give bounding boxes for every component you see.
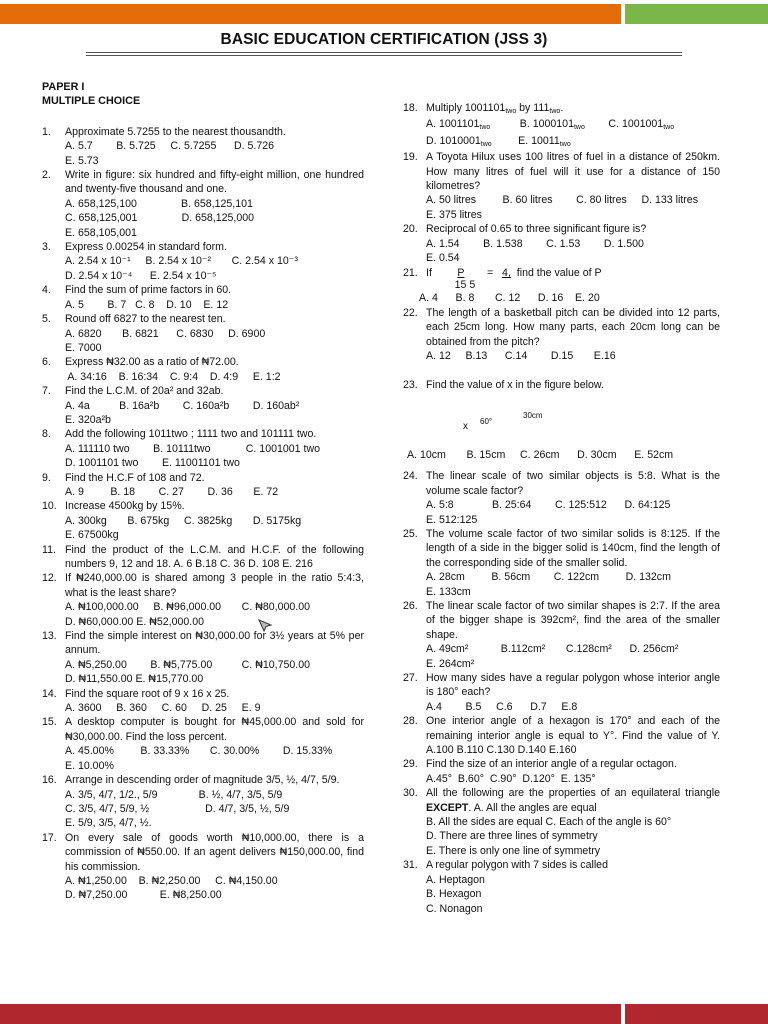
option-line: D. 1001101 two E. 11001101 two xyxy=(65,457,240,470)
option-line: A. 2.54 x 10⁻¹ B. 2.54 x 10⁻² C. 2.54 x 10⁻³ xyxy=(65,255,298,268)
question-16 xyxy=(42,773,364,787)
question-text: If ₦240,000.00 is shared among 3 people in the ratio 5:4:3, what is the least share? xyxy=(65,572,364,599)
option-line: E. 10.00% xyxy=(65,759,114,772)
question-text: Write in figure: six hundred and fifty-eight million, one hundred and twenty-five thousand and one. xyxy=(65,169,364,196)
option-line: D. ₦11,550.00 E. ₦15,770.00 xyxy=(65,673,204,686)
question-27: 27. How many sides have a regular polygon whose interior angle is 180° each? xyxy=(403,672,720,699)
header-bar-green xyxy=(625,4,768,24)
option-line: E. 67500kg xyxy=(65,529,119,542)
question-number: 6. xyxy=(42,356,51,369)
question-20: 20. Reciprocal of 0.65 to three significant figure is? xyxy=(403,223,647,236)
option-line: A. 50 litres B. 60 litres C. 80 litres D. 133 litres xyxy=(426,194,698,207)
question-number: 17. xyxy=(42,831,57,844)
page-title: BASIC EDUCATION CERTIFICATION (JSS 3) xyxy=(220,31,548,48)
title-underline xyxy=(86,52,682,56)
question-text: Approximate 5.7255 to the nearest thousandth. xyxy=(65,125,286,138)
question-29: 29. Find the size of an interior angle of a regular octagon. xyxy=(403,758,677,771)
question-number: 10. xyxy=(42,500,57,513)
option-line: A. 1001101two B. 1000101two C. 1001001two xyxy=(426,118,675,132)
question-text: Find the square root of 9 x 16 x 25. xyxy=(65,687,230,700)
option-line: A. 10cm B. 15cm C. 26cm D. 30cm E. 52cm xyxy=(407,448,674,461)
question-text: Find the simple interest on ₦30,000.00 for 3½ years at 5% per annum. xyxy=(65,630,364,657)
option-line: A. 28cm B. 56cm C. 122cm D. 132cm xyxy=(426,571,671,584)
question-4 xyxy=(42,283,364,297)
footer-bar-red xyxy=(0,1004,621,1024)
question-text: Express 0.00254 in standard form. xyxy=(65,241,227,254)
question-14 xyxy=(42,687,364,701)
option-line: A. 5 B. 7 C. 8 D. 10 E. 12 xyxy=(65,298,229,311)
question-7 xyxy=(42,384,364,398)
option-line: D. 1010001two E. 10011two xyxy=(426,134,571,148)
question-3 xyxy=(42,240,364,254)
option-line: A. 45.00% B. 33.33% C. 30.00% D. 15.33% xyxy=(65,745,333,758)
question-31: 31. A regular polygon with 7 sides is called xyxy=(403,859,608,872)
question-25: 25. The volume scale factor of two similar solids is 8:125. If the length of a side in the bigger solid is 140cm, find the length of the corresponding side of the smaller solid. xyxy=(403,527,720,569)
option-line: C. 3/5, 4/7, 5/9, ½ D. 4/7, 3/5, ½, 5/9 xyxy=(65,802,290,815)
option-line: E. 7000 xyxy=(65,341,102,354)
option-line: E. 5/9, 3/5, 4/7, ½. xyxy=(65,817,152,830)
question-23: 23. Find the value of x in the figure below. xyxy=(403,378,604,391)
question-text: Multiply 1001101two by 111two. xyxy=(426,102,564,115)
q21-if: If xyxy=(426,267,432,280)
question-2 xyxy=(42,168,364,197)
option-line: E. There is only one line of symmetry xyxy=(426,844,601,857)
question-17 xyxy=(42,831,364,874)
option-line: A. 1.54 B. 1.538 C. 1.53 D. 1.500 xyxy=(426,237,644,250)
option-line: A. 6820 B. 6821 C. 6830 D. 6900 xyxy=(65,327,266,340)
question-text: Find the product of the L.C.M. and H.C.F. of the following numbers 9, 12 and 18. A. 6 B.18 C. 36 D. 108 E. 216 xyxy=(65,543,364,570)
question-number: 7. xyxy=(42,385,51,398)
triangle-figure xyxy=(403,392,720,448)
option-line: A. 34:16 B. 16:34 C. 9:4 D. 4:9 E. 1:2 xyxy=(65,370,281,383)
question-13 xyxy=(42,629,364,658)
question-number: 15. xyxy=(42,716,57,729)
question-number: 12. xyxy=(42,572,57,585)
option-line: E. 264cm² xyxy=(426,657,475,670)
question-number: 13. xyxy=(42,630,57,643)
option-line: A. 5:8 B. 25:64 C. 125:512 D. 64:125 xyxy=(426,499,671,512)
question-6 xyxy=(42,355,364,369)
question-19: 19. A Toyota Hilux uses 100 litres of fuel in a distance of 250km. How many litres of fuel will it use for a distance of 150 kilometres? xyxy=(403,151,720,193)
option-line: E. 375 litres xyxy=(426,208,482,221)
question-number: 8. xyxy=(42,428,51,441)
option-line: A.45° B.60° C.90° D.120° E. 135° xyxy=(426,772,596,785)
question-1 xyxy=(42,125,364,139)
question-18: 18. Multiply 1001101two by 111two. xyxy=(403,101,720,117)
option-line: E. 0.54 xyxy=(426,252,460,265)
question-26: 26. The linear scale factor of two similar shapes is 2:7. If the area of the bigger shape is 392cm², find the area of the smaller shape. xyxy=(403,599,720,641)
option-line: D. There are three lines of symmetry xyxy=(426,830,598,843)
option-line: A. 5.7 B. 5.725 C. 5.7255 D. 5.726 xyxy=(65,140,275,153)
option-line: C. 658,125,001 D. 658,125,000 xyxy=(65,212,255,225)
question-number: 5. xyxy=(42,313,51,326)
question-number: 3. xyxy=(42,241,51,254)
question-number: 16. xyxy=(42,774,57,787)
question-30: 30. All the following are the properties of an equilateral triangle EXCEPT. A. All the angles are equal xyxy=(403,787,720,814)
question-text: Round off 6827 to the nearest ten. xyxy=(65,313,226,326)
option-line: B. All the sides are equal C. Each of the angle is 60° xyxy=(426,816,672,829)
question-number: 4. xyxy=(42,284,51,297)
option-line: A. 3/5, 4/7, 1/2., 5/9 B. ½, 4/7, 3/5, 5/9 xyxy=(65,788,283,801)
question-5 xyxy=(42,312,364,326)
question-text: Express ₦32.00 as a ratio of ₦72.00. xyxy=(65,356,239,369)
option-line: C. Nonagon xyxy=(426,902,483,915)
question-number: 1. xyxy=(42,125,51,138)
option-line: A. ₦1,250.00 B. ₦2,250.00 C. ₦4,150.00 xyxy=(65,874,278,887)
question-24: 24. The linear scale of two similar objects is 5:8. What is the volume scale factor? xyxy=(403,470,720,497)
option-line: A. 4 B. 8 C. 12 D. 16 E. 20 xyxy=(419,292,600,305)
right-column xyxy=(403,101,720,916)
question-text: Find the H.C.F of 108 and 72. xyxy=(65,471,205,484)
q21-fraction: $\frac{P}{15 5}$ xyxy=(454,267,476,292)
question-text: Increase 4500kg by 15%. xyxy=(65,500,185,513)
question-text: On every sale of goods worth ₦10,000.00, there is a commission of ₦550.00. If an agent delivers ₦150,000.00, find his commission. xyxy=(65,831,364,873)
question-text: A desktop computer is bought for ₦45,000.00 and sold for ₦30,000.00. Find the loss percent. xyxy=(65,716,364,743)
figure-label-30cm: 30cm xyxy=(523,410,543,420)
option-line: A. 300kg B. 675kg C. 3825kg D. 5175kg xyxy=(65,514,302,527)
option-line: E. 133cm xyxy=(426,585,471,598)
question-11 xyxy=(42,543,364,572)
option-line: A. 3600 B. 360 C. 60 D. 25 E. 9 xyxy=(65,702,261,715)
option-line: E. 658,105,001 xyxy=(65,226,137,239)
mouse-cursor-icon xyxy=(257,618,273,632)
section-label: MULTIPLE CHOICE xyxy=(42,95,141,108)
question-text: Arrange in descending order of magnitude 3/5, ½, 4/7, 5/9. xyxy=(65,774,340,787)
left-column xyxy=(42,80,364,903)
question-15 xyxy=(42,715,364,744)
option-line: D. 2.54 x 10⁻⁴ E. 2.54 x 10⁻⁵ xyxy=(65,269,217,282)
paper-label: PAPER I xyxy=(42,81,85,93)
option-line: E. 320a²b xyxy=(65,413,111,426)
question-number: 14. xyxy=(42,687,57,700)
option-line: A. 12 B.13 C.14 D.15 E.16 xyxy=(426,350,616,363)
option-line: E. 512:125 xyxy=(426,513,478,526)
question-12 xyxy=(42,571,364,600)
header-bar-orange xyxy=(0,4,621,24)
question-8 xyxy=(42,427,364,441)
option-line: A. 111110 two B. 10111two C. 1001001 two xyxy=(65,442,320,455)
option-line: A. 9 B. 18 C. 27 D. 36 E. 72 xyxy=(65,485,279,498)
option-line: A.4 B.5 C.6 D.7 E.8 xyxy=(426,700,578,713)
question-28: 28. One interior angle of a hexagon is 170° and each of the remaining interior angle is equal to Y°. Find the value of Y. A.100 B.110 C.130 D.140 E.160 xyxy=(403,715,720,757)
option-line: B. Hexagon xyxy=(426,888,482,901)
option-line: A. Heptagon xyxy=(426,873,485,886)
option-line: A. 658,125,100 B. 658,125,101 xyxy=(65,197,253,210)
question-number: 11. xyxy=(42,543,56,556)
question-10 xyxy=(42,499,364,513)
figure-label-x: x xyxy=(463,420,468,432)
option-line: D. ₦7,250.00 E. ₦8,250.00 xyxy=(65,889,222,902)
figure-label-60deg: 60° xyxy=(480,416,493,426)
option-line: D. ₦60,000.00 E. ₦52,000.00 xyxy=(65,615,204,628)
option-line: E. 5.73 xyxy=(65,154,99,167)
question-text: Add the following 1011two ; 1111 two and 101111 two. xyxy=(65,428,317,441)
question-text: Find the L.C.M. of 20a² and 32ab. xyxy=(65,385,224,398)
question-21: 21. If $\frac{P}{15 5}$ = 4, find the value of P xyxy=(403,267,602,292)
question-22: 22. The length of a basketball pitch can be divided into 12 parts, each 25cm long. How many parts, each 20cm long can be obtained from the pitch? xyxy=(403,306,720,348)
option-line: A. ₦100,000.00 B. ₦96,000.00 C. ₦80,000.00 xyxy=(65,601,310,614)
option-line: A. ₦5,250.00 B. ₦5,775.00 C. ₦10,750.00 xyxy=(65,658,310,671)
footer-bar-red-right xyxy=(625,1004,768,1024)
question-number: 9. xyxy=(42,471,51,484)
question-9 xyxy=(42,471,364,485)
question-number: 2. xyxy=(42,169,51,182)
option-line: A. 4a B. 16a²b C. 160a²b D. 160ab² xyxy=(65,399,300,412)
question-text: Find the sum of prime factors in 60. xyxy=(65,284,232,297)
question-list-left xyxy=(42,125,364,903)
option-line: A. 49cm² B.112cm² C.128cm² D. 256cm² xyxy=(426,643,679,656)
